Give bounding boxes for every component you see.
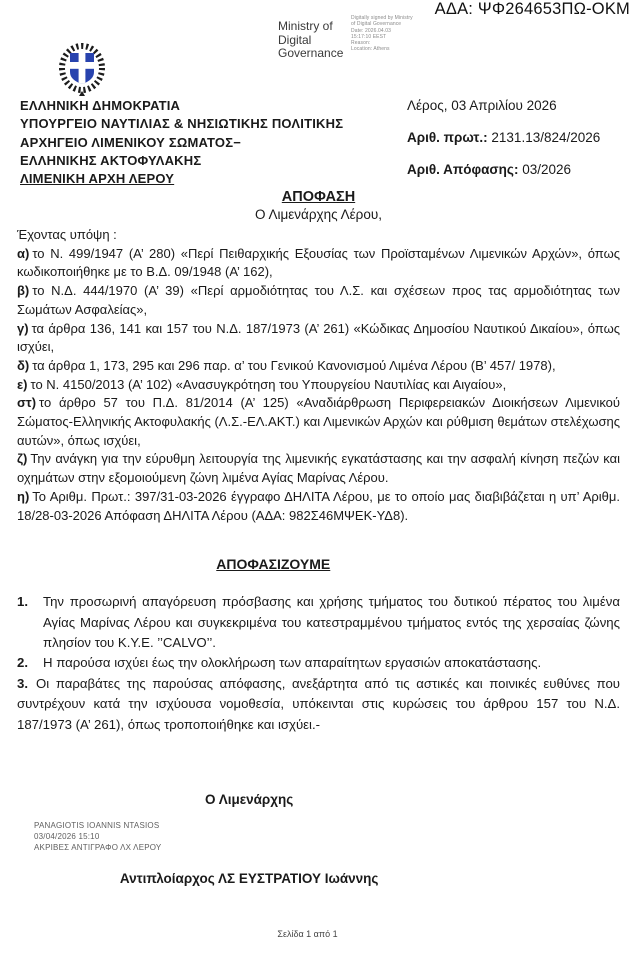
consideration-item — [17, 376, 620, 395]
digital-signature-authority — [278, 20, 343, 61]
greek-national-emblem-icon — [56, 41, 108, 104]
document-body — [17, 188, 620, 887]
signature-detail-line: Location: Athens — [351, 46, 390, 53]
item-text: Η παρούσα ισχύει έως την ολοκλήρωση των απαραίτητων εργασιών αποκατάστασης. — [43, 655, 542, 671]
signature-detail-line: of Digital Governance — [351, 21, 402, 28]
consideration-label: α) — [17, 245, 30, 261]
consideration-label: στ) — [17, 395, 37, 411]
item-number: 1. — [17, 594, 28, 610]
issuing-organization — [20, 97, 343, 188]
consideration-item — [17, 282, 620, 319]
signature-detail-line: 15:17:10 EEST — [351, 33, 387, 40]
stamp-line: 03/04/2026 15:10 — [34, 832, 100, 842]
signatory-name-wrap — [17, 870, 481, 887]
consideration-label: ε) — [17, 376, 28, 392]
consideration-item — [17, 357, 620, 376]
decision-subtitle: Ο Λιμενάρχης Λέρου, — [254, 207, 383, 222]
consideration-text: το Ν. 499/1947 (Α’ 280) «Περί Πειθαρχικής Εξουσίας των Προϊσταμένων Λιμενικών Αρχών», όπως κωδικοποιήθηκε με το Β.Δ. 09/1948 (Α’ 162), — [17, 245, 620, 280]
operative-items — [17, 592, 620, 735]
org-authority-line: ΛΙΜΕΝΙΚΗ ΑΡΧΗ ΛΕΡΟΥ — [20, 171, 175, 187]
item-text: Την προσωρινή απαγόρευση πρόσβασης και χρήσης τμήματος του δυτικού πέρατος του λιμένα Αγίας Μαρίνας Λέρου και συγκεκριμένα του κατεστραμμένου τμήματος εντός της χερσαίας ζώνης πλησίον του Κ.Υ.Ε. ’’CALVO’’. — [43, 594, 620, 651]
authority-line: Digital — [278, 32, 312, 47]
digital-signature-details — [351, 15, 413, 53]
protocol-number — [407, 129, 600, 147]
signatory-title-wrap — [17, 791, 481, 808]
signature-detail-line: Date: 2026.04.03 — [351, 27, 391, 34]
authority-line: Governance — [278, 46, 344, 60]
consideration-text: το Ν. 4150/2013 (Α’ 102) «Ανασυγκρότηση του Υπουργείου Ναυτιλίας και Αιγαίου», — [30, 376, 507, 392]
ada-code: ΑΔΑ: ΨΦ264653ΠΩ-ΟΚΜ — [434, 0, 630, 18]
signatory-name: Αντιπλοίαρχος ΛΣ ΕΥΣΤΡΑΤΙΟΥ Ιωάννης — [119, 871, 379, 887]
item-number: 3. — [17, 675, 28, 691]
consideration-text: Το Αριθμ. Πρωτ.: 397/31-03-2026 έγγραφο ΔΗΛΙΤΑ Λέρου, με το οποίο μας διαβιβάζεται η υπ’ Αριθμ. 18/28-03-2026 Απόφαση ΔΗΛΙΤΑ Λέρου (ΑΔΑ: 982Σ46ΜΨΕΚ-ΥΔ8). — [17, 488, 620, 523]
consideration-text: το άρθρο 57 του Π.Δ. 81/2014 (Α’ 125) «Αναδιάρθρωση Περιφερειακών Διοικήσεων Λιμενικού Σώματος-Ελληνικής Ακτοφυλακής (Λ.Σ.-ΕΛ.ΑΚΤ.) και Λιμενικών Αρχών και ρύθμιση θεμάτων στελέχωσης αυτών», όπως ισχύει, — [17, 395, 620, 448]
page-indicator: Σελίδα 1 από 1 — [277, 929, 338, 939]
preamble: Έχοντας υπόψη : — [17, 227, 117, 242]
org-line: ΕΛΛΗΝΙΚΗΣ ΑΚΤΟΦΥΛΑΚΗΣ — [20, 152, 202, 168]
consideration-label: ζ) — [17, 451, 28, 467]
consideration-text: το Ν.Δ. 444/1970 (Α’ 39) «Περί αρμοδιότητας του Λ.Σ. και σχέσεων προς τας αρμοδιότητας των Σωμάτων Ασφαλείας», — [17, 283, 620, 317]
item-number: 2. — [17, 655, 28, 671]
decision-number-value: 03/2026 — [522, 162, 572, 177]
org-line: ΥΠΟΥΡΓΕΙΟ ΝΑΥΤΙΛΙΑΣ & ΝΗΣΙΩΤΙΚΗΣ ΠΟΛΙΤΙΚΗΣ — [20, 116, 344, 132]
operative-item — [17, 592, 620, 653]
consideration-item — [17, 245, 620, 282]
place-date: Λέρος, 03 Απριλίου 2026 — [407, 98, 557, 113]
operative-title: ΑΠΟΦΑΣΙΖΟΥΜΕ — [216, 556, 331, 573]
consideration-label: η) — [17, 488, 30, 504]
decision-title: ΑΠΟΦΑΣΗ — [281, 189, 356, 205]
consideration-item — [17, 450, 620, 487]
authority-line: Ministry of — [278, 19, 333, 33]
stamp-line: ΑΚΡΙΒΕΣ ΑΝΤΙΓΡΑΦΟ ΛΧ ΛΕΡΟΥ — [34, 843, 162, 853]
document-meta — [407, 97, 600, 193]
consideration-item — [17, 394, 620, 450]
operative-item — [17, 674, 620, 735]
operative-title-wrap — [17, 555, 530, 573]
protocol-value: 2131.13/824/2026 — [491, 130, 601, 145]
stamp-line: PANAGIOTIS IOANNIS NTASIOS — [34, 821, 160, 831]
decision-number — [407, 161, 600, 179]
signatory-title: Ο Λιμενάρχης — [204, 792, 294, 808]
consideration-item — [17, 320, 620, 357]
consideration-text: τα άρθρα 1, 173, 295 και 296 παρ. α’ του Γενικού Κανονισμού Λιμένα Λέρου (Β’ 457/ 1978), — [32, 357, 556, 373]
item-text: Οι παραβάτες της παρούσας απόφασης, ανεξάρτητα από τις αστικές και ποινικές ευθύνες που συντρέχουν κατά την ισχύουσα νομοθεσία, υπόκεινται στις κυρώσεις του άρθρου 157 του Ν.Δ. 187/1973 (Α’ 261), όπως τροποποιήθηκε και ισχύει.- — [17, 675, 620, 732]
org-line: ΕΛΛΗΝΙΚΗ ΔΗΜΟΚΡΑΤΙΑ — [20, 98, 181, 113]
signature-detail-line: Digitally signed by Ministry — [351, 15, 413, 21]
decision-number-label: Αριθ. Απόφασης: — [407, 162, 519, 177]
signature-detail-line: Reason: — [351, 40, 371, 47]
consideration-text: τα άρθρα 136, 141 και 157 του Ν.Δ. 187/1973 (Α’ 261) «Κώδικας Δημοσίου Ναυτικού Δικαίου», όπως ισχύει, — [17, 320, 620, 355]
protocol-label: Αριθ. πρωτ.: — [407, 130, 488, 145]
consideration-text: Την ανάγκη για την εύρυθμη λειτουργία της λιμενικής εγκατάστασης και την ασφαλή κίνηση πεζών και οχημάτων στην εξομοιούμενη ζώνη λιμένα Αγίας Μαρίνας Λέρου. — [17, 451, 620, 486]
certification-stamp — [34, 820, 620, 853]
consideration-label: γ) — [17, 320, 29, 336]
consideration-item — [17, 488, 620, 525]
consideration-label: β) — [17, 283, 30, 299]
org-line: ΑΡΧΗΓΕΙΟ ΛΙΜΕΝΙΚΟΥ ΣΩΜΑΤΟΣ− — [20, 134, 242, 150]
consideration-label: δ) — [17, 357, 30, 373]
operative-item — [17, 653, 620, 673]
